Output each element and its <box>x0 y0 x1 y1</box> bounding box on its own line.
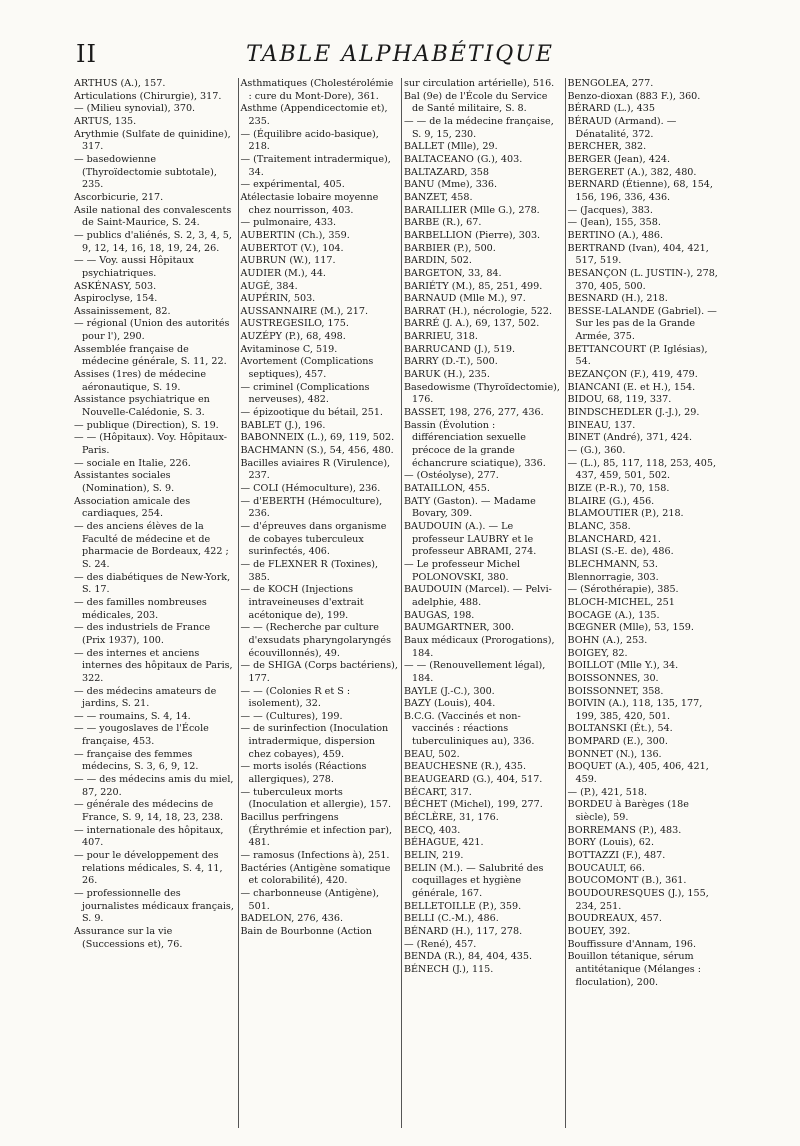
index-entry: — épizootique du bétail, 251. <box>240 407 383 419</box>
index-entry: Avortement (Complications septiques), 457. <box>240 356 374 381</box>
index-entry: BAUGAS, 198. <box>404 609 475 621</box>
index-entry: BALTAZARD, 358 <box>404 166 489 178</box>
index-entry: — (Jacques), 383. <box>567 204 653 216</box>
index-entry: BERNARD (Étienne), 68, 154, 156, 196, 336, 436. <box>567 179 713 203</box>
index-entry: BINET (André), 371, 424. <box>567 432 693 444</box>
index-entry: BENDA (R.), 84, 404, 435. <box>404 951 533 963</box>
index-entry: BEZANÇON (F.), 419, 479. <box>567 369 698 381</box>
index-entry: — — (Renouvellement légal), 184. <box>404 660 546 684</box>
index-entry: BARRY (D.-T.), 500. <box>404 356 498 368</box>
index-entry: — (Milieu synovial), 370. <box>74 103 196 115</box>
index-entry: — d'EBERTH (Hémoculture), 236. <box>240 495 383 520</box>
index-entry: BERGER (Jean), 424. <box>567 153 671 165</box>
index-entry: BARNAUD (Mlle M.), 97. <box>404 293 526 305</box>
index-entry: BOIVIN (A.), 118, 135, 177, 199, 385, 420, 501. <box>567 698 703 722</box>
index-entry: BOISSONNET, 358. <box>567 685 664 697</box>
index-entry: — de KOCH (Injections intraveineuses d'extrait acétonique de), 199. <box>240 584 364 621</box>
index-entry: BÉNARD (H.), 117, 278. <box>404 925 523 937</box>
index-entry: BEAUCHESNE (R.), 435. <box>404 761 527 773</box>
index-entry: — — (Colonies R et S : isolement), 32. <box>240 685 351 710</box>
index-entry: — de FLEXNER R (Toxines), 385. <box>240 558 379 583</box>
index-entry: — tuberculeux morts (Inoculation et allergie), 157. <box>240 786 392 811</box>
index-entry: — (Traitement intradermique), 34. <box>240 153 391 178</box>
index-entry: — (Jean), 155, 358. <box>567 217 661 229</box>
index-entry: BINDSCHEDLER (J.-J.), 29. <box>567 407 700 419</box>
index-entry: BOHN (A.), 253. <box>567 634 648 646</box>
index-entry: BASSET, 198, 276, 277, 436. <box>404 407 544 419</box>
index-entry: BARBIER (P.), 500. <box>404 242 496 254</box>
index-entry: — morts isolés (Réactions allergiques), 278. <box>240 761 367 786</box>
index-entry: — des familles nombreuses médicales, 203. <box>74 596 207 621</box>
index-column-2 <box>238 78 402 1128</box>
index-entry: Assistantes sociales (Nomination), S. 9. <box>74 470 175 494</box>
index-column-1 <box>74 78 238 1128</box>
index-entry: BLAIRE (G.), 456. <box>567 495 655 507</box>
index-entry: BEAUGEARD (G.), 404, 517. <box>404 774 543 786</box>
index-entry: — (P.), 421, 518. <box>567 786 648 798</box>
index-entry: — internationale des hôpitaux, 407. <box>74 824 224 849</box>
index-entry: BADELON, 276, 436. <box>240 913 344 925</box>
index-entry: ASKÉNASY, 503. <box>74 280 157 292</box>
index-entry: Association amicale des cardiaques, 254. <box>74 495 191 520</box>
index-column-4 <box>565 78 729 1128</box>
index-entry: — — (Hôpitaux). Voy. Hôpitaux-Paris. <box>74 432 228 457</box>
index-entry: BOTTAZZI (F.), 487. <box>567 850 666 862</box>
index-entry: Bal (9e) de l'École du Service de Santé militaire, S. 8. <box>404 90 548 115</box>
index-entry: Atélectasie lobaire moyenne chez nourrisson, 403. <box>240 191 379 216</box>
index-entry: — générale des médecins de France, S. 9, 14, 18, 23, 238. <box>74 799 224 824</box>
index-entry: BARIÉTY (M.), 85, 251, 499. <box>404 280 543 292</box>
index-entry: — COLI (Hémoculture), 236. <box>240 483 381 494</box>
index-entry: BACHMANN (S.), 54, 456, 480. <box>240 445 394 457</box>
index-entry: — pulmonaire, 433. <box>240 217 337 229</box>
index-entry: BOUDREAUX, 457. <box>567 913 662 925</box>
index-entry: — publique (Direction), S. 19. <box>74 419 219 431</box>
index-entry: BOUCOMONT (B.), 361. <box>567 875 687 887</box>
index-entry: BALTACEANO (G.), 403. <box>404 153 523 165</box>
index-entry: — (L.), 85, 117, 118, 253, 405, 437, 459, 501, 502. <box>567 457 717 482</box>
index-entry: BOLTANSKI (Ét.), 54. <box>567 723 673 735</box>
index-entry: BLOCH-MICHEL, 251 <box>567 596 675 608</box>
index-entry: BERTINO (A.), 486. <box>567 229 664 241</box>
index-entry: — des médecins amateurs de jardins, S. 21. <box>74 685 217 710</box>
index-entry: BOISSONNES, 30. <box>567 672 659 684</box>
index-entry: BIZE (P.-R.), 70, 158. <box>567 483 670 494</box>
index-entry: BOILLOT (Mlle Y.), 34. <box>567 660 679 672</box>
index-entry: — des diabétiques de New-York, S. 17. <box>74 571 231 596</box>
index-entry: BOCAGE (A.), 135. <box>567 609 660 621</box>
index-entry: BELLI (C.-M.), 486. <box>404 913 499 925</box>
index-entry: AUBERTIN (Ch.), 359. <box>240 229 350 241</box>
index-entry: AUGÉ, 384. <box>240 280 298 292</box>
index-entry: — (René), 457. <box>404 938 477 950</box>
index-entry: Asile national des convalescents de Saint-Maurice, S. 24. <box>74 204 232 229</box>
index-entry: AUSTREGESILO, 175. <box>240 318 349 330</box>
index-entry: Bacillus perfringens (Érythrémie et infection par), 481. <box>240 812 393 849</box>
index-entry: — des internes et anciens internes des hôpitaux de Paris, 322. <box>74 647 233 684</box>
index-entry: BABONNEIX (L.), 69, 119, 502. <box>240 432 395 444</box>
index-entry: BATAILLON, 455. <box>404 483 490 494</box>
index-entry: AUDIER (M.), 44. <box>240 267 326 279</box>
index-entry: BARBELLION (Pierre), 303. <box>404 229 541 241</box>
index-entry: BARUK (H.), 235. <box>404 369 490 381</box>
index-entry: Bain de Bourbonne (Action <box>240 925 372 937</box>
index-entry: BOMPARD (E.), 300. <box>567 736 668 748</box>
index-entry: — — yougoslaves de l'École française, 453. <box>74 723 209 748</box>
index-entry: sur circulation artérielle), 516. <box>404 78 555 89</box>
index-entry: BÉRARD (L.), 435 <box>567 103 655 115</box>
index-entry: BELIN (M.). — Salubrité des coquillages et hygiène générale, 167. <box>404 862 544 899</box>
index-entry: — d'épreuves dans organisme de cobayes tuberculeux surinfectés, 406. <box>240 520 387 558</box>
index-entry: BOQUET (A.), 405, 406, 421, 459. <box>567 761 709 786</box>
index-entry: BLANCHARD, 421. <box>567 533 661 545</box>
index-entry: — pour le développement des relations médicales, S. 4, 11, 26. <box>74 850 223 887</box>
index-entry: — ramosus (Infections à), 251. <box>240 850 390 862</box>
index-entry: — (G.), 360. <box>567 445 626 457</box>
index-entry: BLANC, 358. <box>567 520 631 532</box>
index-entry: BOUCAULT, 66. <box>567 862 645 874</box>
index-entry: BAUDOUIN (A.). — Le professeur LAUBRY et le professeur ABRAMI, 274. <box>404 520 537 558</box>
index-entry: — — des médecins amis du miel, 87, 220. <box>74 774 234 798</box>
index-entry: BÉNECH (J.), 115. <box>404 963 494 975</box>
index-entry: BAUMGARTNER, 300. <box>404 622 515 634</box>
index-entry: BARRAT (H.), nécrologie, 522. <box>404 305 553 317</box>
index-entry: Asthmatiques (Cholestérolémie : cure du Mont-Dore), 361. <box>240 78 394 102</box>
index-entry: BARGETON, 33, 84. <box>404 267 502 279</box>
index-entry: — (Équilibre acido-basique), 218. <box>240 128 379 153</box>
index-entry: Aspiroclyse, 154. <box>74 293 158 305</box>
index-entry: Assemblée française de médecine générale, S. 11, 22. <box>74 343 227 368</box>
index-entry: BARRÉ (J. A.), 69, 137, 502. <box>404 318 540 330</box>
index-entry: Assises (1res) de médecine aéronautique, S. 19. <box>74 369 207 393</box>
index-entry: BERGERET (A.), 382, 480. <box>567 166 697 178</box>
index-entry: BESNARD (H.), 218. <box>567 293 668 305</box>
index-entry: — — (Recherche par culture d'exsudats pharyngolaryngés écouvillonnés), 49. <box>240 622 392 659</box>
index-entry: Bassin (Évolution : différenciation sexuelle précoce de la grande échancrure sciatique), 336. <box>404 419 546 469</box>
index-entry: Asthme (Appendicectomie et), 235. <box>240 103 388 127</box>
index-entry: — criminel (Complications nerveuses), 482. <box>240 381 370 406</box>
index-entry: — française des femmes médecins, S. 3, 6, 9, 12. <box>74 748 199 773</box>
index-entry: Articulations (Chirurgie), 317. <box>74 90 222 102</box>
index-entry: BIDOU, 68, 119, 337. <box>567 394 672 406</box>
index-entry: ARTHUS (A.), 157. <box>74 78 166 89</box>
index-entry: — basedowienne (Thyroïdectomie subtotale), 235. <box>74 153 217 191</box>
index-entry: BÉRAUD (Armand). — Dénatalité, 372. <box>567 115 677 140</box>
index-entry: — sociale en Italie, 226. <box>74 457 191 469</box>
index-entry: BESSE-LALANDE (Gabriel). — Sur les pas de la Grande Armée, 375. <box>567 305 717 343</box>
index-entry: BOUDOURESQUES (J.), 155, 234, 251. <box>567 888 709 912</box>
index-entry: — de surinfection (Inoculation intradermique, dispersion chez cobayes), 459. <box>240 723 389 760</box>
index-entry: — charbonneuse (Antigène), 501. <box>240 888 380 912</box>
index-entry: B.C.G. (Vaccinés et non-vaccinés : réactions tuberculiniques au), 336. <box>404 710 535 748</box>
index-entry: Benzo-dioxan (883 F.), 360. <box>567 90 701 102</box>
index-entry: BEAU, 502. <box>404 748 460 760</box>
index-entry: BORREMANS (P.), 483. <box>567 824 682 836</box>
index-entry: — — (Cultures), 199. <box>240 710 343 722</box>
index-entry: BÉCART, 317. <box>404 786 472 798</box>
index-entry: BELIN, 219. <box>404 850 464 862</box>
index-entry: BALLET (Mlle), 29. <box>404 141 498 153</box>
index-entry: BECQ, 403. <box>404 824 461 836</box>
index-entry: Bouffissure d'Annam, 196. <box>567 938 697 950</box>
index-entry: BARBE (R.), 67. <box>404 217 482 229</box>
index-entry: AUBRUN (W.), 117. <box>240 255 336 267</box>
index-entry: — expérimental, 405. <box>240 179 345 191</box>
index-entry: BŒGNER (Mlle), 53, 159. <box>567 622 694 634</box>
index-entry: AUBERTOT (V.), 104. <box>240 242 344 254</box>
index-entry: — — roumains, S. 4, 14. <box>74 710 191 722</box>
index-entry: Avitaminose C, 519. <box>240 343 338 355</box>
index-entry: BOUEY, 392. <box>567 925 631 937</box>
index-entry: AUZÉPY (P.), 68, 498. <box>240 331 346 343</box>
index-entry: BLAMOUTIER (P.), 218. <box>567 508 684 520</box>
index-entry: BINEAU, 137. <box>567 419 636 431</box>
index-entry: BARDIN, 502. <box>404 255 472 267</box>
index-entry: AUPÉRIN, 503. <box>240 293 316 305</box>
index-entry: — régional (Union des autorités pour l'), 290. <box>74 318 230 343</box>
index-entry: BABLET (J.), 196. <box>240 419 326 431</box>
index-entry: BELLETOILLE (P.), 359. <box>404 900 522 912</box>
index-entry: Assurance sur la vie (Successions et), 76. <box>74 925 183 950</box>
page-number: II <box>76 40 97 68</box>
index-entry: BATY (Gaston). — Madame Bovary, 309. <box>404 495 536 520</box>
index-entry: — des anciens élèves de la Faculté de médecine et de pharmacie de Bordeaux, 422 ; S. 24. <box>74 520 229 570</box>
index-entry: Bacilles aviaires R (Virulence), 237. <box>240 457 391 482</box>
index-entry: BANZET, 458. <box>404 191 473 203</box>
index-entry: BLECHMANN, 53. <box>567 558 658 570</box>
index-entry: — (Ostéolyse), 277. <box>404 470 499 482</box>
index-entry: Ascorbicurie, 217. <box>74 191 164 203</box>
index-columns <box>74 78 728 1128</box>
index-entry: Assistance psychiatrique en Nouvelle-Calédonie, S. 3. <box>74 394 210 419</box>
index-entry: BÉHAGUE, 421. <box>404 837 484 849</box>
index-entry: Arythmie (Sulfate de quinidine), 317. <box>74 128 231 153</box>
index-entry: — — Voy. aussi Hôpitaux psychiatriques. <box>74 255 194 279</box>
index-entry: BÉCLÈRE, 31, 176. <box>404 812 499 824</box>
index-entry: BERTRAND (Ivan), 404, 421, 517, 519. <box>567 242 709 267</box>
index-entry: BORDEU à Barèges (18e siècle), 59. <box>567 799 689 824</box>
index-entry: ARTUS, 135. <box>74 115 137 127</box>
index-entry: BETTANCOURT (P. Iglésias), 54. <box>567 343 708 368</box>
index-entry: Basedowisme (Thyroïdectomie), 176. <box>404 381 560 406</box>
index-entry: Bactéries (Antigène somatique et colorabilité), 420. <box>240 862 391 887</box>
index-entry: — de SHIGA (Corps bactériens), 177. <box>240 660 398 684</box>
index-entry: BLASI (S.-E. de), 486. <box>567 546 674 558</box>
index-entry: — publics d'aliénés, S. 2, 3, 4, 5, 9, 12, 14, 16, 18, 19, 24, 26. <box>74 229 232 254</box>
index-entry: BARAILLIER (Mlle G.), 278. <box>404 204 540 216</box>
index-entry: BESANÇON (L. JUSTIN-), 278, 370, 405, 500. <box>567 267 718 292</box>
index-entry: BÉCHET (Michel), 199, 277. <box>404 799 543 811</box>
index-entry: Blennorragie, 303. <box>567 571 659 583</box>
index-entry: BAZY (Louis), 404. <box>404 698 496 710</box>
index-entry: BAYLE (J.-C.), 300. <box>404 685 495 697</box>
index-entry: AUSSANNAIRE (M.), 217. <box>240 305 369 317</box>
index-entry: BONNET (N.), 136. <box>567 748 662 760</box>
index-entry: BERCHER, 382. <box>567 141 647 153</box>
index-entry: Assainissement, 82. <box>74 305 171 317</box>
index-entry: BARRUCAND (J.), 519. <box>404 343 516 355</box>
index-entry: — — de la médecine française, S. 9, 15, 230. <box>404 115 554 140</box>
index-entry: BORY (Louis), 62. <box>567 837 655 849</box>
index-column-3 <box>401 78 565 1128</box>
index-entry: Baux médicaux (Prorogations), 184. <box>404 634 555 659</box>
index-entry: — professionnelle des journalistes médicaux français, S. 9. <box>74 888 234 925</box>
index-entry: — des industriels de France (Prix 1937), 100. <box>74 622 211 646</box>
index-entry: — (Sérothérapie), 385. <box>567 584 679 596</box>
index-entry: BENGOLEA, 277. <box>567 78 654 89</box>
index-entry: BOIGEY, 82. <box>567 647 628 659</box>
index-entry: BANU (Mme), 336. <box>404 179 498 191</box>
index-entry: BIANCANI (E. et H.), 154. <box>567 381 696 393</box>
index-entry: — Le professeur Michel POLONOVSKI, 380. <box>404 558 521 583</box>
index-entry: BAUDOUIN (Marcel). — Pelvi-adelphie, 488. <box>404 584 552 608</box>
page-title: TABLE ALPHABÉTIQUE <box>246 42 554 67</box>
index-entry: Bouillon tétanique, sérum antitétanique (Mélanges : floculation), 200. <box>567 951 701 988</box>
index-entry: BARRIEU, 318. <box>404 331 478 343</box>
